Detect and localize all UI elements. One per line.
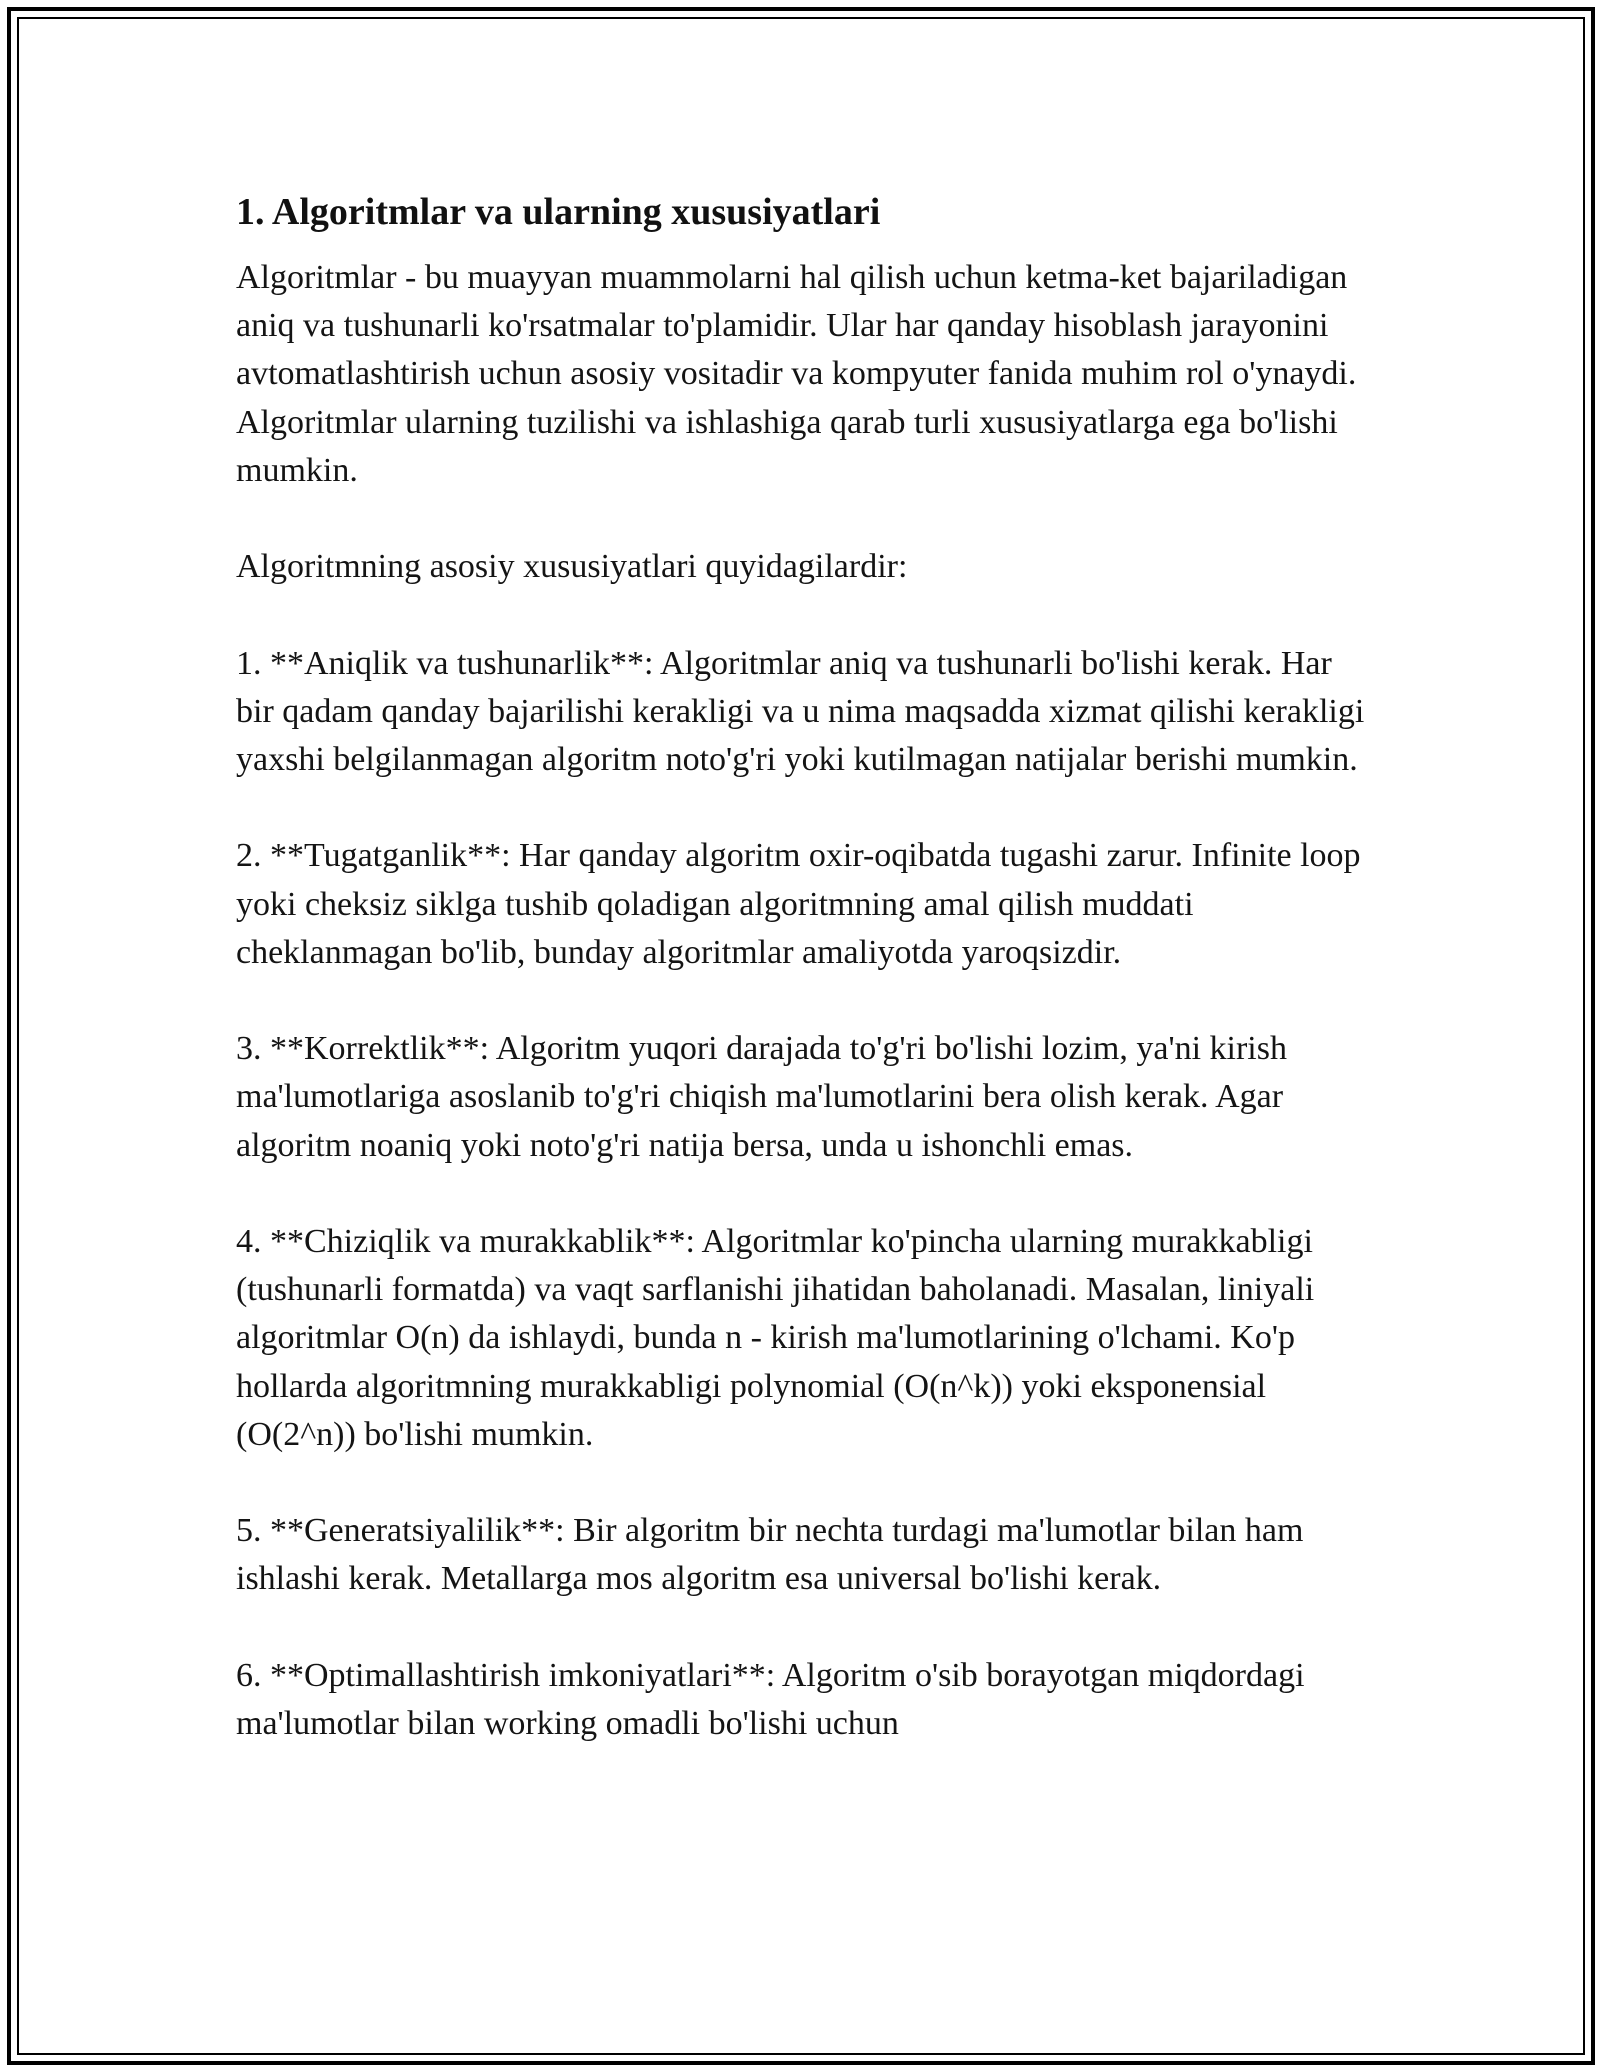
properties-intro-paragraph: Algoritmning asosiy xususiyatlari quyidagilardir: bbox=[236, 548, 908, 586]
document-body bbox=[236, 188, 1376, 1748]
property-item-4: 4. **Chiziqlik va murakkablik**: Algoritmlar ko'pincha ularning murakkabligi (tushunarli formatda) va vaqt sarflanishi jihatidan baholanadi. Masalan, liniyali algoritmlar O(n) da ishlaydi, bunda n - kirish ma'lumotlarining o'lchami. Ko'p hollarda algoritmning murakkabligi polynomial (O(n^k)) yoki eksponensial (O(2^n)) bo'lishi mumkin. bbox=[236, 1222, 1315, 1453]
property-item-3: 3. **Korrektlik**: Algoritm yuqori darajada to'g'ri bo'lishi lozim, ya'ni kirish ma'lumotlariga asoslanib to'g'ri chiqish ma'lumotlarini bera olish kerak. Agar algoritm noaniq yoki noto'g'ri natija bersa, unda u ishonchli emas. bbox=[236, 1030, 1287, 1164]
property-item-5: 5. **Generatsiyalilik**: Bir algoritm bir nechta turdagi ma'lumotlar bilan ham ishlashi kerak. Metallarga mos algoritm esa universal bo'lishi kerak. bbox=[236, 1512, 1304, 1598]
property-item-2: 2. **Tugatganlik**: Har qanday algoritm oxir-oqibatda tugashi zarur. Infinite loop yoki cheksiz siklga tushib qoladigan algoritmning amal qilish muddati cheklanmagan bo'lib, bunday algoritmlar amaliyotda yaroqsizdir. bbox=[236, 837, 1361, 971]
property-item-6: 6. **Optimallashtirish imkoniyatlari**: Algoritm o'sib borayotgan miqdordagi ma'lumotlar bilan working omadli bo'lishi uchun bbox=[236, 1656, 1305, 1742]
section-heading: 1. Algoritmlar va ularning xususiyatlari bbox=[236, 191, 881, 233]
property-item-1: 1. **Aniqlik va tushunarlik**: Algoritmlar aniq va tushunarli bo'lishi kerak. Har bir qadam qanday bajarilishi kerakligi va u nima maqsadda xizmat qilishi kerakligi yaxshi belgilanmagan algoritm noto'g'ri yoki kutilmagan natijalar berishi mumkin. bbox=[236, 644, 1365, 778]
intro-paragraph: Algoritmlar - bu muayyan muammolarni hal qilish uchun ketma-ket bajariladigan aniq va tushunarli ko'rsatmalar to'plamidir. Ular har qanday hisoblash jarayonini avtomatlashtirish uchun asosiy vositadir va kompyuter fanida muhim rol o'ynaydi. Algoritmlar ularning tuzilishi va ishlashiga qarab turli xususiyatlarga ega bo'lishi mumkin. bbox=[236, 259, 1357, 489]
